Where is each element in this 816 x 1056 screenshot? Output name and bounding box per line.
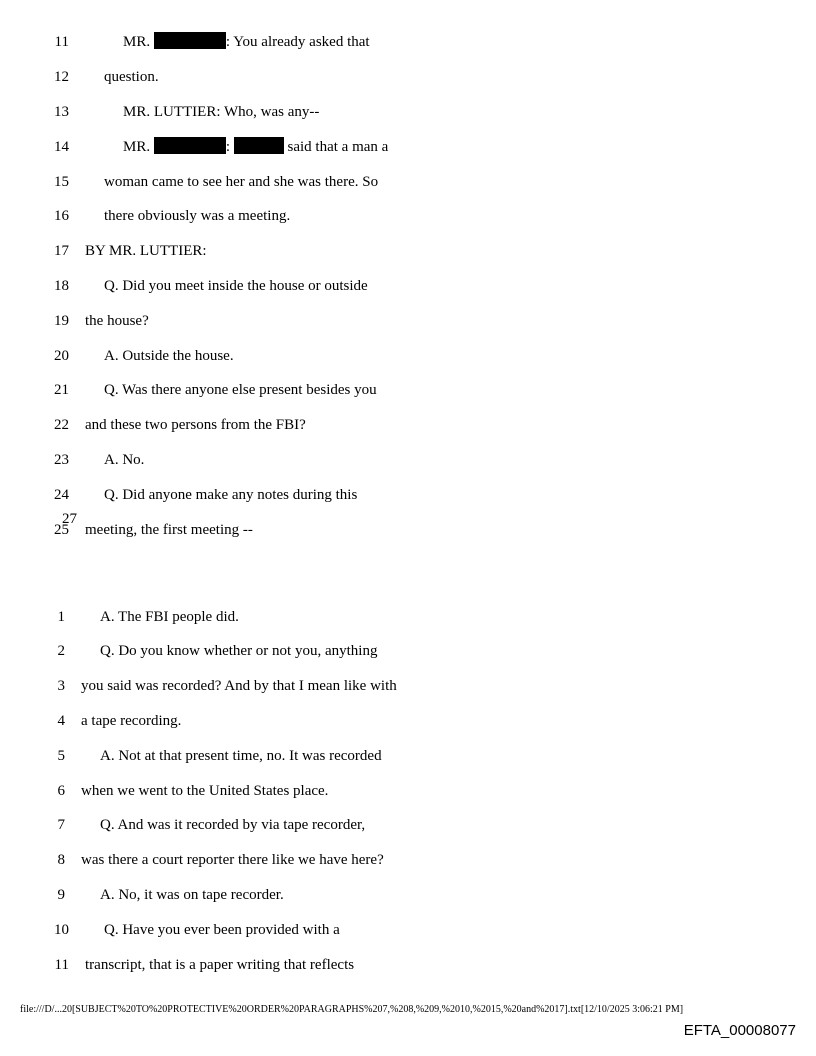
line-text: meeting, the first meeting -- bbox=[85, 522, 253, 538]
line-number: 1 bbox=[57, 609, 65, 625]
line-number: 21 bbox=[54, 382, 69, 398]
line-number: 6 bbox=[57, 783, 65, 799]
line-number: 19 bbox=[54, 313, 69, 329]
line-number: 13 bbox=[54, 104, 69, 120]
redaction-box bbox=[154, 137, 226, 154]
line-number: 9 bbox=[57, 887, 65, 903]
line-text: the house? bbox=[85, 313, 149, 329]
line-number: 17 bbox=[54, 243, 69, 259]
line-text: MR. : You already asked that bbox=[123, 34, 370, 50]
line-text: BY MR. LUTTIER: bbox=[85, 243, 207, 259]
line-number: 7 bbox=[57, 817, 65, 833]
line-text: a tape recording. bbox=[81, 713, 182, 729]
line-number: 24 bbox=[54, 487, 69, 503]
line-text: Q. Do you know whether or not you, anything bbox=[100, 643, 378, 659]
line-number: 2 bbox=[57, 643, 65, 659]
line-text: was there a court reporter there like we have here? bbox=[81, 852, 384, 868]
document-id: EFTA_00008077 bbox=[683, 1022, 796, 1039]
line-text: Q. And was it recorded by via tape recorder, bbox=[100, 817, 366, 833]
line-number: 11 bbox=[54, 34, 69, 50]
line-text: question. bbox=[104, 69, 159, 85]
line-text: and these two persons from the FBI? bbox=[85, 417, 306, 433]
redaction-box bbox=[234, 137, 284, 154]
line-number: 5 bbox=[57, 748, 65, 764]
page-number: 27 bbox=[62, 511, 77, 527]
line-text: Q. Did anyone make any notes during this bbox=[104, 487, 358, 503]
line-text: there obviously was a meeting. bbox=[104, 208, 291, 224]
line-text: transcript, that is a paper writing that reflects bbox=[85, 957, 355, 973]
line-text: A. Outside the house. bbox=[104, 348, 234, 364]
line-text: A. No. bbox=[104, 452, 145, 468]
line-number: 12 bbox=[54, 69, 69, 85]
line-text: Q. Did you meet inside the house or outside bbox=[104, 278, 368, 294]
line-text: MR. LUTTIER: Who, was any-- bbox=[123, 104, 320, 120]
line-text: A. The FBI people did. bbox=[100, 609, 239, 625]
line-number: 23 bbox=[54, 452, 69, 468]
line-number: 10 bbox=[54, 922, 69, 938]
line-number: 18 bbox=[54, 278, 69, 294]
line-number: 25 bbox=[54, 522, 69, 538]
line-text: woman came to see her and she was there. So bbox=[104, 174, 379, 190]
line-text: Q. Was there anyone else present besides you bbox=[104, 382, 377, 398]
line-number: 14 bbox=[54, 139, 69, 155]
line-text: Q. Have you ever been provided with a bbox=[104, 922, 340, 938]
line-number: 16 bbox=[54, 208, 69, 224]
line-text: you said was recorded? And by that I mean like with bbox=[81, 678, 397, 694]
line-text: when we went to the United States place. bbox=[81, 783, 329, 799]
line-text: A. Not at that present time, no. It was recorded bbox=[100, 748, 382, 764]
line-number: 3 bbox=[57, 678, 65, 694]
line-text: A. No, it was on tape recorder. bbox=[100, 887, 284, 903]
line-number: 20 bbox=[54, 348, 69, 364]
line-number: 8 bbox=[57, 852, 65, 868]
line-number: 11 bbox=[54, 957, 69, 973]
line-text: MR. : said that a man a bbox=[123, 139, 389, 155]
file-path-footer: file:///D/...20[SUBJECT%20TO%20PROTECTIVE%20ORDER%20PARAGRAPHS%207,%208,%209,%2010,%2015,%20and%2017].txt[12/10/2025 3:06:21 PM] bbox=[20, 1004, 684, 1015]
line-number: 22 bbox=[54, 417, 69, 433]
line-number: 4 bbox=[57, 713, 65, 729]
line-number: 15 bbox=[54, 174, 69, 190]
redaction-box bbox=[154, 32, 226, 49]
